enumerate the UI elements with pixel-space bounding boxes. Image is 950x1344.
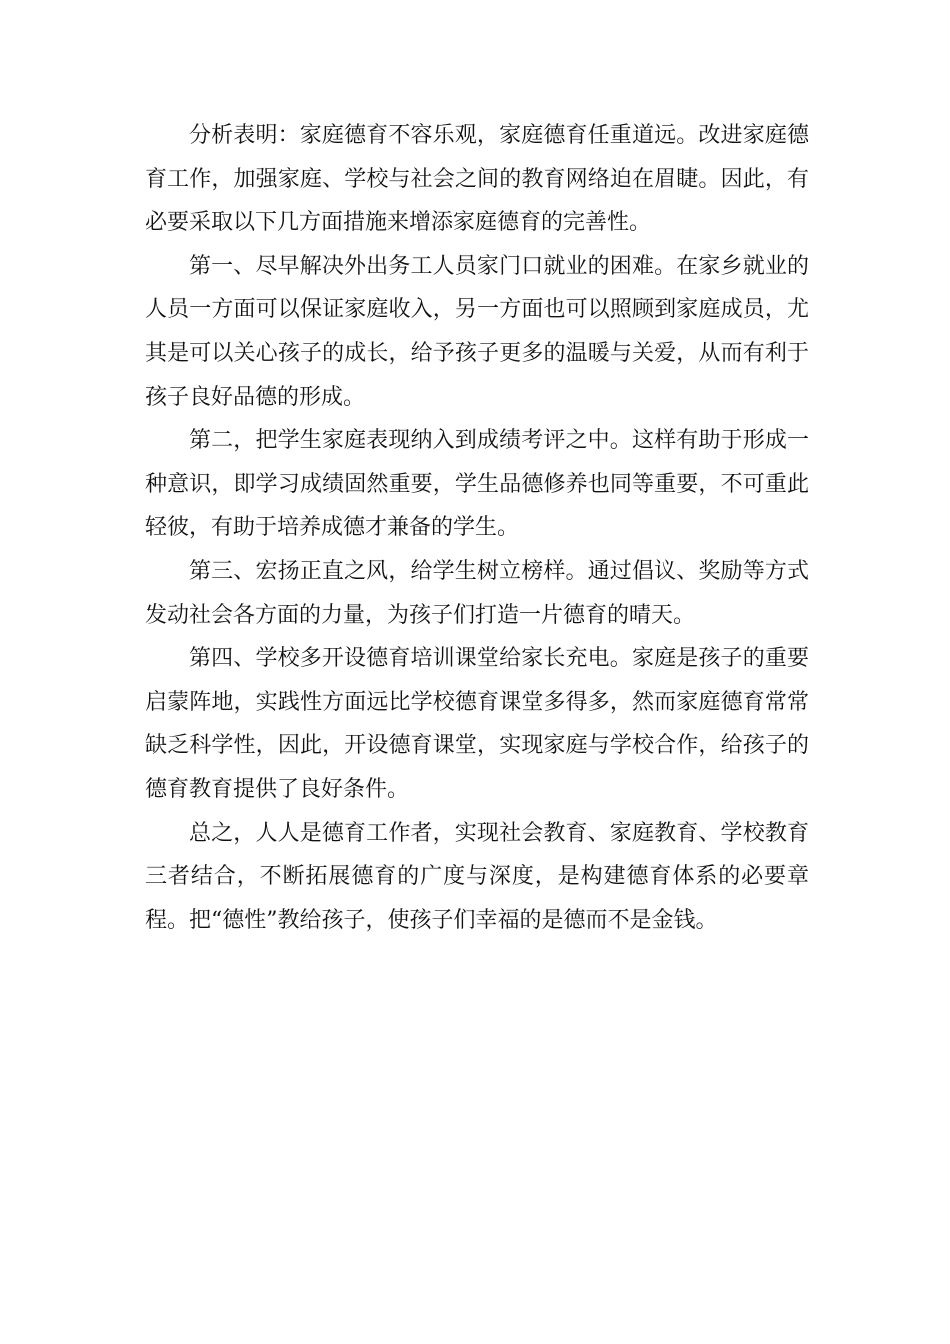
paragraph-third-measure: 第三、宏扬正直之风，给学生树立榜样。通过倡议、奖励等方式发动社会各方面的力量，为孩子们打造一片德育的晴天。	[145, 558, 809, 628]
document-body	[145, 114, 809, 942]
paragraph-second-measure: 第二，把学生家庭表现纳入到成绩考评之中。这样有助于形成一种意识，即学习成绩固然重要，学生品德修养也同等重要，不可重此轻彼，有助于培养成德才兼备的学生。	[145, 428, 809, 541]
paragraph-first-measure: 第一、尽早解决外出务工人员家门口就业的困难。在家乡就业的人员一方面可以保证家庭收入，另一方面也可以照顾到家庭成员，尤其是可以关心孩子的成长，给予孩子更多的温暖与关爱，从而有利于孩子良好品德的形成。	[145, 253, 809, 410]
paragraph-fourth-measure: 第四、学校多开设德育培训课堂给家长充电。家庭是孩子的重要启蒙阵地，实践性方面远比学校德育课堂多得多，然而家庭德育常常缺乏科学性，因此，开设德育课堂，实现家庭与学校合作，给孩子的德育教育提供了良好条件。	[145, 646, 809, 802]
paragraph-conclusion: 总之，人人是德育工作者，实现社会教育、家庭教育、学校教育三者结合，不断拓展德育的广度与深度，是构建德育体系的必要章程。把“德性”教给孩子，使孩子们幸福的是德而不是金钱。	[145, 820, 809, 933]
paragraph-analysis: 分析表明：家庭德育不容乐观，家庭德育任重道远。改进家庭德育工作，加强家庭、学校与社会之间的教育网络迫在眉睫。因此，有必要采取以下几方面措施来增添家庭德育的完善性。	[145, 123, 809, 236]
